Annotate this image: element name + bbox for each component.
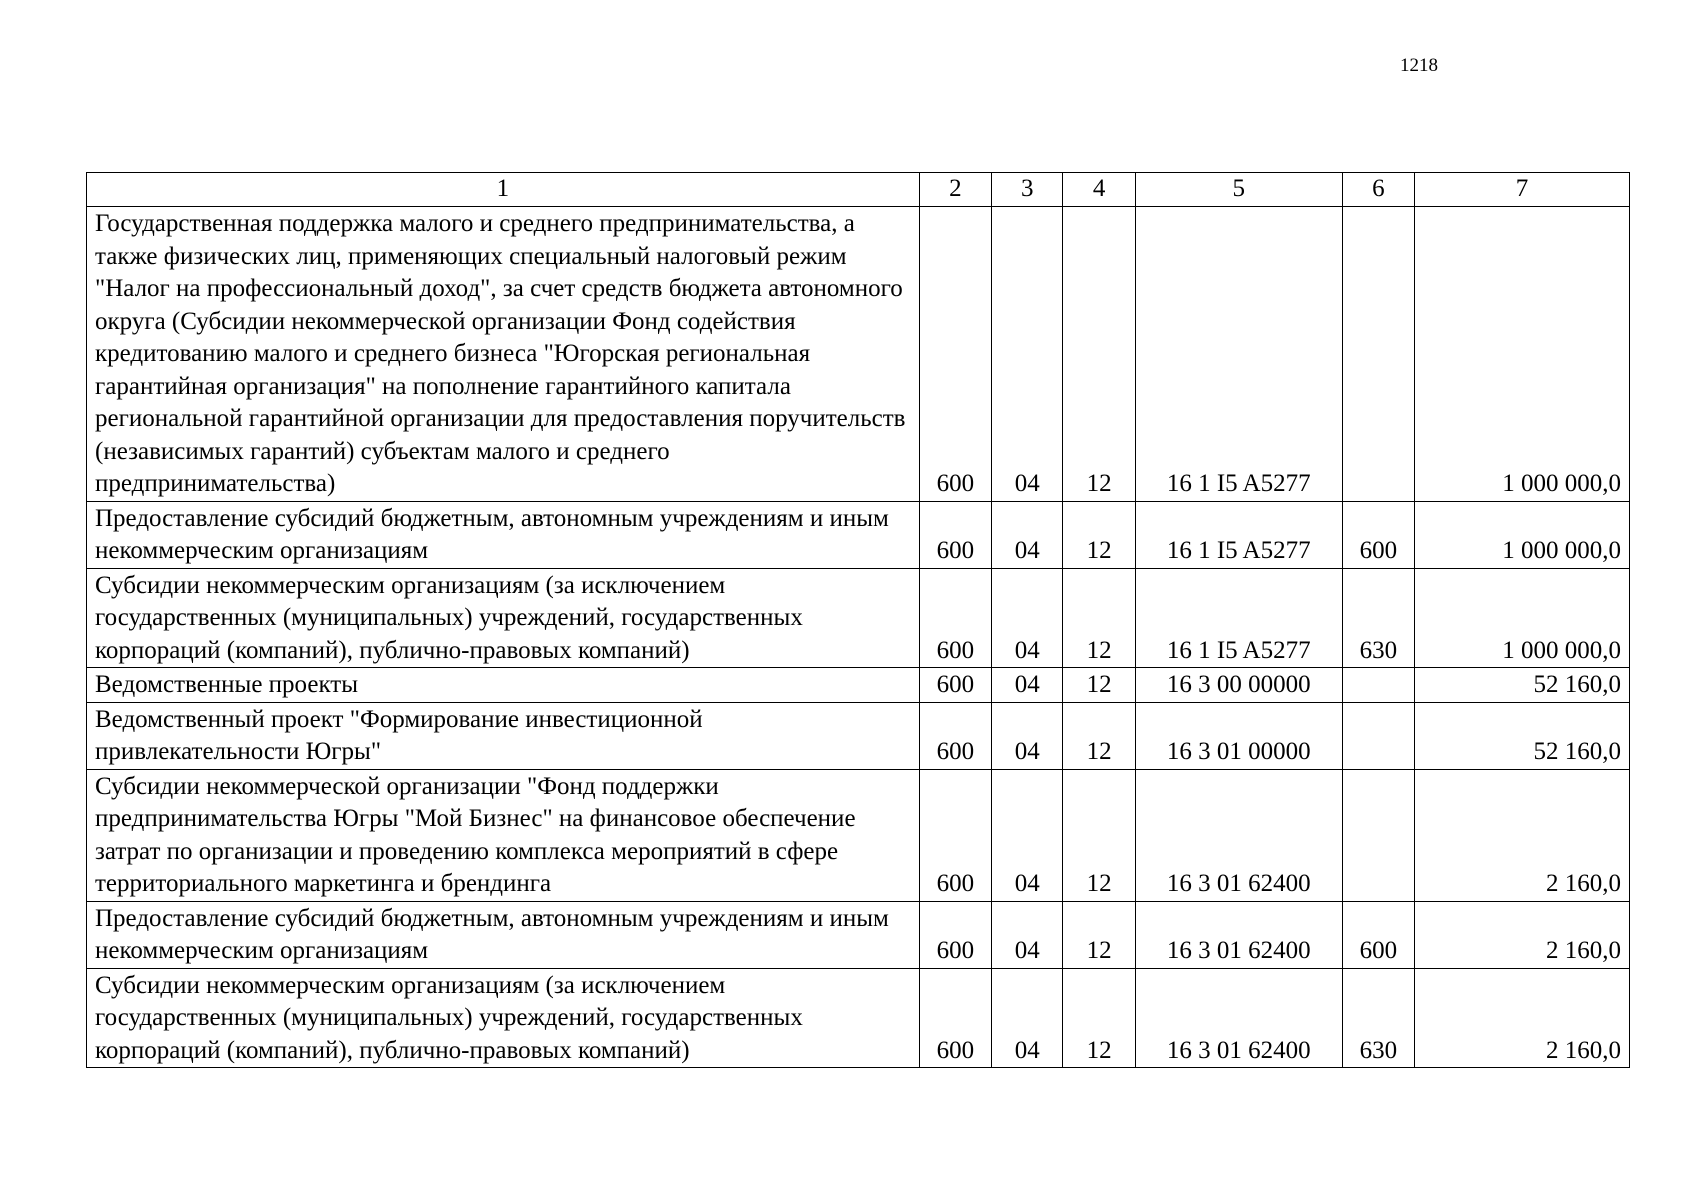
row-expense-type: 600	[1342, 501, 1414, 568]
table-row	[87, 668, 1630, 703]
row-sum: 52 160,0	[1415, 702, 1630, 769]
row-sum: 2 160,0	[1415, 968, 1630, 1068]
column-header: 5	[1135, 173, 1342, 207]
row-target-article: 16 1 I5 A5277	[1135, 207, 1342, 502]
row-grbs: 600	[919, 668, 991, 703]
row-expense-type	[1342, 769, 1414, 901]
row-target-article: 16 1 I5 A5277	[1135, 501, 1342, 568]
row-sum: 52 160,0	[1415, 668, 1630, 703]
row-subsection: 12	[1063, 207, 1135, 502]
row-target-article: 16 3 01 62400	[1135, 769, 1342, 901]
row-expense-type	[1342, 702, 1414, 769]
row-subsection: 12	[1063, 568, 1135, 668]
table-row	[87, 702, 1630, 769]
row-target-article: 16 1 I5 A5277	[1135, 568, 1342, 668]
row-target-article: 16 3 01 62400	[1135, 901, 1342, 968]
row-section: 04	[992, 207, 1063, 502]
row-section: 04	[992, 501, 1063, 568]
row-section: 04	[992, 968, 1063, 1068]
row-expense-type	[1342, 668, 1414, 703]
row-name: Субсидии некоммерческим организациям (за исключением государственных (муниципальных) учреждений, государственных корпораций (компаний), публично-правовых компаний)	[87, 568, 920, 668]
row-grbs: 600	[919, 568, 991, 668]
table-row	[87, 769, 1630, 901]
row-subsection: 12	[1063, 668, 1135, 703]
row-name: Предоставление субсидий бюджетным, автономным учреждениям и иным некоммерческим организациям	[87, 501, 920, 568]
row-expense-type: 600	[1342, 901, 1414, 968]
row-expense-type: 630	[1342, 568, 1414, 668]
row-target-article: 16 3 01 00000	[1135, 702, 1342, 769]
row-name: Предоставление субсидий бюджетным, автономным учреждениям и иным некоммерческим организациям	[87, 901, 920, 968]
row-name: Государственная поддержка малого и среднего предпринимательства, а также физических лиц, применяющих специальный налоговый режим "Налог на профессиональный доход", за счет средств бюджета автономного округа (Субсидии некоммерческой организации Фонд содействия кредитованию малого и среднего бизнеса "Югорская региональная гарантийная организация" на пополнение гарантийного капитала региональной гарантийной организации для предоставления поручительств (независимых гарантий) субъектам малого и среднего предпринимательства)	[87, 207, 920, 502]
row-name: Ведомственные проекты	[87, 668, 920, 703]
row-subsection: 12	[1063, 901, 1135, 968]
row-sum: 2 160,0	[1415, 901, 1630, 968]
column-header: 6	[1342, 173, 1414, 207]
row-subsection: 12	[1063, 501, 1135, 568]
column-header: 7	[1415, 173, 1630, 207]
page-number: 1218	[1400, 55, 1438, 76]
table-row	[87, 568, 1630, 668]
row-grbs: 600	[919, 207, 991, 502]
column-header: 4	[1063, 173, 1135, 207]
column-header: 2	[919, 173, 991, 207]
column-header: 3	[992, 173, 1063, 207]
budget-table	[86, 172, 1630, 1068]
column-header: 1	[87, 173, 920, 207]
table-header-row	[87, 173, 1630, 207]
row-section: 04	[992, 769, 1063, 901]
row-grbs: 600	[919, 968, 991, 1068]
row-sum: 1 000 000,0	[1415, 501, 1630, 568]
row-target-article: 16 3 00 00000	[1135, 668, 1342, 703]
row-name: Субсидии некоммерческой организации "Фонд поддержки предпринимательства Югры "Мой Бизнес" на финансовое обеспечение затрат по организации и проведению комплекса мероприятий в сфере территориального маркетинга и брендинга	[87, 769, 920, 901]
row-grbs: 600	[919, 702, 991, 769]
table-row	[87, 501, 1630, 568]
row-section: 04	[992, 702, 1063, 769]
row-sum: 1 000 000,0	[1415, 568, 1630, 668]
row-name: Субсидии некоммерческим организациям (за исключением государственных (муниципальных) учреждений, государственных корпораций (компаний), публично-правовых компаний)	[87, 968, 920, 1068]
row-subsection: 12	[1063, 769, 1135, 901]
row-sum: 1 000 000,0	[1415, 207, 1630, 502]
table-row	[87, 968, 1630, 1068]
row-section: 04	[992, 668, 1063, 703]
row-subsection: 12	[1063, 968, 1135, 1068]
row-section: 04	[992, 568, 1063, 668]
table-row	[87, 207, 1630, 502]
row-grbs: 600	[919, 901, 991, 968]
row-name: Ведомственный проект "Формирование инвестиционной привлекательности Югры"	[87, 702, 920, 769]
row-section: 04	[992, 901, 1063, 968]
row-grbs: 600	[919, 769, 991, 901]
table-row	[87, 901, 1630, 968]
row-sum: 2 160,0	[1415, 769, 1630, 901]
row-grbs: 600	[919, 501, 991, 568]
row-expense-type	[1342, 207, 1414, 502]
row-expense-type: 630	[1342, 968, 1414, 1068]
row-subsection: 12	[1063, 702, 1135, 769]
row-target-article: 16 3 01 62400	[1135, 968, 1342, 1068]
